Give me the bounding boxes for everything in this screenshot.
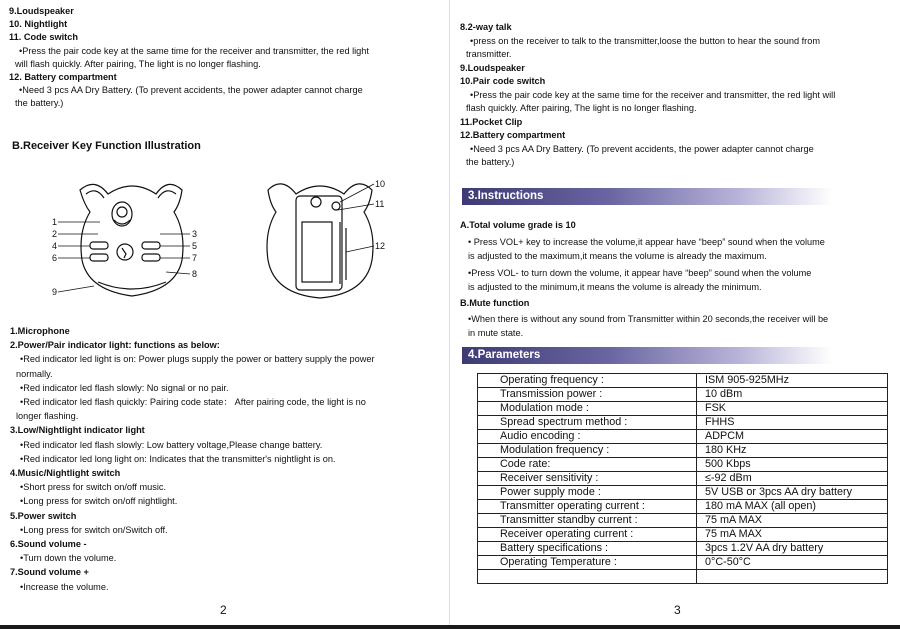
text-line: •Increase the volume. [20,581,109,592]
parameter-label: Operating frequency : [478,374,697,388]
callout-6: 6 [52,253,58,263]
section-heading: 6.Sound volume - [10,539,87,549]
parameter-label: Audio encoding : [478,430,697,444]
parameter-value: 75 mA MAX [697,528,888,542]
callout-1: 1 [52,217,58,227]
parameter-value: 180 KHz [697,444,888,458]
callout-12: 12 [375,241,386,251]
section-heading: 7.Sound volume + [10,567,89,578]
section-heading: 9.Loudspeaker [9,6,74,16]
text-line: • Press VOL+ key to increase the volume,it appear have “beep” sound when the volume [468,237,825,247]
text-line: •Red indicator led flash slowly: Low battery voltage,Please change battery. [20,439,323,450]
parameter-label: Modulation frequency : [478,444,697,458]
text-line: •Need 3 pcs AA Dry Battery. (To prevent accidents, the power adapter cannot charge [19,85,363,96]
parameters-table [477,373,888,584]
text-line: •Long press for switch on/off nightlight. [20,496,178,507]
section-heading: 1.Microphone [10,326,70,336]
parameter-row [478,528,888,542]
parameter-label: Operating Temperature : [478,556,697,570]
instructions-heading: 3.Instructions [462,188,832,205]
text-line: normally. [16,368,53,379]
section-b-title: B.Receiver Key Function Illustration [12,140,201,152]
section-heading: 5.Power switch [10,510,77,521]
section-heading: 2.Power/Pair indicator light: functions as below: [10,340,220,351]
section-heading: 9.Loudspeaker [460,62,525,73]
parameter-value: 0°C-50°C [697,556,888,570]
parameter-value: 500 Kbps [697,458,888,472]
callout-2: 2 [52,229,58,239]
section-heading: 10.Pair code switch [460,76,546,86]
parameter-row [478,388,888,402]
text-line: •Short press for switch on/off music. [20,482,167,493]
parameter-row [478,514,888,528]
section-heading: 8.2-way talk [460,22,512,32]
section-heading: 11. Code switch [9,32,78,43]
text-line: •When there is without any sound from Transmitter within 20 seconds,the receiver will be [468,314,829,324]
parameter-label: Transmission power : [478,388,697,402]
text-line: •Red indicator led light is on: Power plugs supply the power or battery supply the power [20,354,375,365]
callout-10: 10 [375,179,386,189]
parameter-value: FSK [697,402,888,416]
text-line: longer flashing. [16,411,79,422]
text-line: the battery.) [466,157,515,167]
callout-7: 7 [192,253,198,263]
parameter-row [478,500,888,514]
parameter-label [478,570,697,584]
text-line: •Press the pair code key at the same time for the receiver and transmitter, the red light will [470,89,836,100]
parameter-value: ISM 905-925MHz [697,374,888,388]
parameter-label: Power supply mode : [478,486,697,500]
parameter-label: Receiver operating current : [478,528,697,542]
callout-8: 8 [192,269,198,279]
text-line: the battery.) [15,98,64,109]
receiver-illustration [40,172,400,312]
callout-9: 9 [52,287,58,297]
parameter-label: Transmitter operating current : [478,500,697,514]
parameter-row [478,458,888,472]
volume-title: A.Total volume grade is 10 [460,220,576,230]
parameter-label: Code rate: [478,458,697,472]
parameter-label: Transmitter standby current : [478,514,697,528]
parameter-row [478,570,888,584]
parameter-value: 5V USB or 3pcs AA dry battery [697,486,888,500]
text-line: •press on the receiver to talk to the transmitter,loose the button to hear the sound from [470,35,820,46]
callout-11: 11 [375,199,385,209]
text-line: transmitter. [466,49,512,59]
text-line: •Turn down the volume. [20,553,117,564]
section-heading: 10. Nightlight [9,19,68,30]
parameter-row [478,430,888,444]
section-heading: 12. Battery compartment [9,72,117,82]
parameter-row [478,416,888,430]
receiver-back-view [267,184,373,298]
text-line: •Red indicator led flash slowly: No signal or no pair. [20,382,229,393]
text-line: •Press the pair code key at the same time for the receiver and transmitter, the red light [19,45,369,56]
parameter-value: 75 mA MAX [697,514,888,528]
parameter-value: 10 dBm [697,388,888,402]
parameter-value: FHHS [697,416,888,430]
text-line: is adjusted to the minimum,it means the volume is already the minimum. [468,281,762,292]
bottom-border [0,625,900,629]
parameter-value: 180 mA MAX (all open) [697,500,888,514]
parameter-row [478,486,888,500]
parameter-value: 3pcs 1.2V AA dry battery [697,542,888,556]
text-line: •Press VOL- to turn down the volume, it appear have “beep” sound when the volume [468,268,812,278]
text-line: in mute state. [468,327,524,338]
parameter-label: Spread spectrum method : [478,416,697,430]
text-line: will flash quickly. After pairing, The light is no longer flashing. [15,58,261,69]
parameter-row [478,472,888,486]
parameter-row [478,556,888,570]
callout-5: 5 [192,241,198,251]
parameters-heading: 4.Parameters [462,347,832,364]
receiver-front-view [80,184,183,296]
text-line: •Red indicator led long light on: Indicates that the transmitter's nightlight is on. [20,453,336,464]
section-heading: 11.Pocket Clip [460,116,523,127]
section-heading: 12.Battery compartment [460,130,566,140]
parameter-row [478,444,888,458]
parameter-row [478,542,888,556]
parameter-value [697,570,888,584]
parameter-label: Modulation mode : [478,402,697,416]
section-heading: 4.Music/Nightlight switch [10,468,121,478]
section-heading: 3.Low/Nightlight indicator light [10,425,145,436]
parameter-label: Receiver sensitivity : [478,472,697,486]
text-line: is adjusted to the maximum,it means the volume is already the maximum. [468,250,767,261]
parameter-label: Battery specifications : [478,542,697,556]
text-line: •Red indicator led flash quickly: Pairing code state： After pairing code, the light is no [20,397,366,407]
callout-3: 3 [192,229,198,239]
page-number-left: 2 [220,603,227,617]
parameter-value: ADPCM [697,430,888,444]
text-line: flash quickly. After pairing, The light is no longer flashing. [466,103,697,113]
parameter-value: ≤-92 dBm [697,472,888,486]
parameter-row [478,402,888,416]
parameter-row [478,374,888,388]
mute-title: B.Mute function [460,298,530,308]
right-page [450,0,900,629]
text-line: •Need 3 pcs AA Dry Battery. (To prevent accidents, the power adapter cannot charge [470,143,814,154]
text-line: •Long press for switch on/Switch off. [20,524,168,535]
callout-4: 4 [52,241,58,251]
page-number-right: 3 [674,603,681,617]
